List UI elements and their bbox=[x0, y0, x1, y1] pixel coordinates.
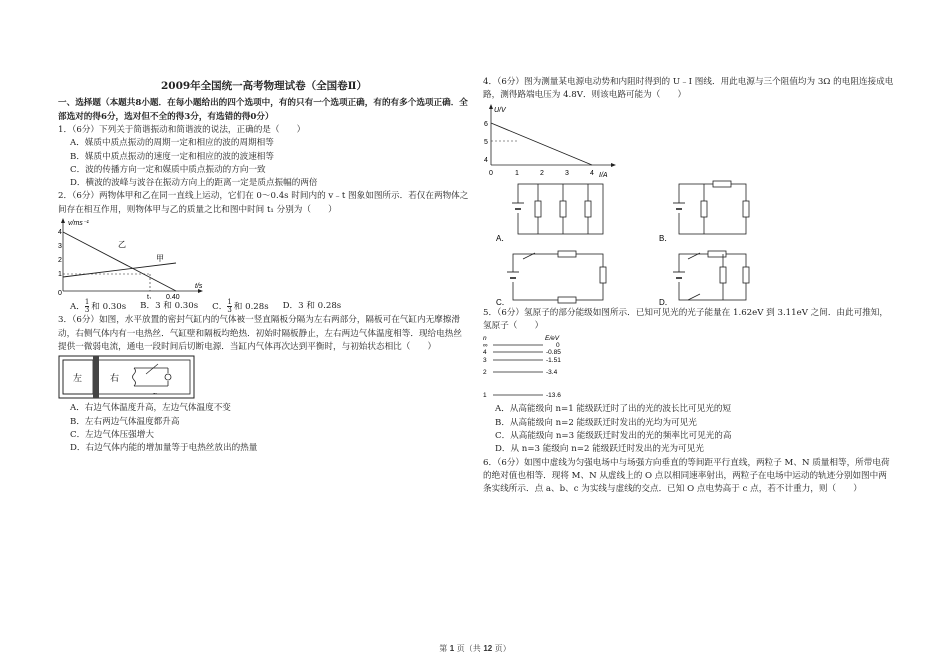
q4-ui-line bbox=[491, 123, 592, 165]
circuit-d bbox=[659, 251, 749, 307]
circuit-c bbox=[496, 251, 606, 307]
left-column bbox=[58, 78, 470, 456]
q5-option-b: B．从高能级向 n=2 能级跃迁时发出的光均为可见光 bbox=[495, 417, 697, 428]
circuit-d-label: D． bbox=[659, 297, 673, 307]
q5-n-inf: ∞ bbox=[483, 342, 488, 350]
q5-e-4: -0.85 bbox=[546, 349, 561, 357]
q5-e-2: -3.4 bbox=[546, 369, 558, 377]
q5-n-1: 1 bbox=[483, 392, 487, 400]
q2-xtick-end: 0.40 bbox=[166, 294, 180, 300]
section-heading: 一、选择题（本题共8小题．在每小题给出的四个选项中，有的只有一个选项正确，有的有多个选项正确．全部选对的得6分，选对但不全的得3分，有选错的得0分） bbox=[58, 98, 468, 122]
q5-header-n: n bbox=[483, 335, 487, 343]
q2-option-c: C． $\frac{1}{3}$ 和 0.28s bbox=[212, 298, 269, 315]
q5-option-c: C．从高能级向 n=3 能级跃迁时发出的光的频率比可见光的高 bbox=[495, 430, 732, 441]
q5-n-2: 2 bbox=[483, 369, 487, 377]
q5-n-3: 3 bbox=[483, 357, 487, 365]
q4-stem: 4．（6分）图为测量某电源电动势和内阻时得到的 U﹣I 图线．用此电源与三个阻值均为 3Ω 的电阻连接成电路，测得路端电压为 4.8V．则该电路可能为（ ） bbox=[483, 77, 894, 101]
q2-options bbox=[58, 299, 470, 314]
q1-option-c: C．波的传播方向一定和媒质中质点振动的方向一致 bbox=[70, 164, 266, 175]
q4-xlabel: I/A bbox=[599, 171, 608, 179]
q2-ytick-2: 2 bbox=[58, 257, 62, 265]
q3-stem: 3．（6分）如图，水平放置的密封气缸内的气体被一竖直隔板分隔为左右两部分，隔板可在气缸内无摩擦滑动，右侧气体内有一电热丝．气缸壁和隔板均绝热．初始时隔板静止，左右两边气体温度相等．现给电热丝提供一微弱电流，通电一段时间后切断电源．当缸内气体再次达到平衡时，与初始状态相比（ ） bbox=[58, 315, 462, 353]
q2-ytick-1: 1 bbox=[58, 271, 62, 279]
q2-ytick-4: 4 bbox=[58, 229, 62, 237]
q3-label-left: 左 bbox=[73, 373, 83, 384]
q1-stem: 1．（6分）下列关于简谐振动和简谐波的说法，正确的是（ ） bbox=[58, 124, 306, 135]
q5-e-inf: 0 bbox=[556, 342, 560, 350]
q5-header-e: E/eV bbox=[545, 335, 560, 343]
q4-ylabel: U/V bbox=[494, 106, 506, 114]
q2-line-jia bbox=[63, 263, 176, 277]
circuit-a bbox=[496, 184, 603, 243]
q3-option-a: A．右边气体温度升高，左边气体温度不变 bbox=[70, 403, 231, 414]
q3-partition bbox=[93, 356, 99, 398]
q5-stem: 5．（6分）氢原子的部分能级如图所示．已知可见光的光子能量在 1.62eV 到 3.11eV 之间．由此可推知，氢原子（ ） bbox=[483, 307, 888, 331]
q4-xtick-2: 2 bbox=[540, 169, 544, 177]
svg-text:~: ~ bbox=[153, 391, 158, 399]
paper-title: 2009年全国统一高考物理试卷（全国卷Ⅱ） bbox=[160, 80, 368, 92]
q3-option-b: B．左右两边气体温度都升高 bbox=[70, 416, 180, 427]
q2-stem: 2．（6分）两物体甲和乙在同一直线上运动，它们在 0～0.4s 时间内的 v﹣t 图象如图所示．若仅在两物体之间存在相互作用，则物体甲与乙的质量之比和图中时间 t₁ 分别为（ ） bbox=[58, 191, 469, 215]
circuit-b bbox=[659, 181, 749, 243]
q2-option-d: D．3 和 0.28s bbox=[282, 301, 342, 312]
q4-circuits bbox=[483, 179, 895, 307]
q5-option-d: D．从 n=3 能级向 n=2 能级跃迁时发出的光为可见光 bbox=[495, 444, 704, 455]
q4-ytick-5: 5 bbox=[484, 138, 488, 146]
q4-xtick-1: 1 bbox=[515, 169, 519, 177]
q4-xtick-4: 4 bbox=[590, 169, 594, 177]
q2-vt-graph bbox=[58, 217, 208, 299]
q2-label-yi: 乙 bbox=[118, 240, 126, 250]
right-column bbox=[483, 76, 895, 496]
q1-option-b: B．媒质中质点振动的速度一定和相应的波的波速相等 bbox=[70, 151, 274, 162]
q3-option-c: C．左边气体压强增大 bbox=[70, 429, 154, 440]
q1-option-d: D．横波的波峰与波谷在振动方向上的距离一定是质点振幅的两倍 bbox=[70, 178, 318, 189]
q2-ytick-0: 0 bbox=[58, 290, 62, 298]
q5-energy-levels bbox=[483, 333, 623, 403]
q1-option-a: A．媒质中质点振动的周期一定和相应的波的周期相等 bbox=[70, 138, 274, 149]
q3-cylinder-diagram bbox=[58, 354, 198, 402]
q2-xtick-t1: t₁ bbox=[147, 294, 152, 300]
q2-label-jia: 甲 bbox=[156, 254, 164, 264]
total-pages: 12 bbox=[483, 644, 493, 653]
circuit-c-label: C． bbox=[496, 297, 510, 307]
q5-n-4: 4 bbox=[483, 349, 487, 357]
circuit-b-label: B． bbox=[659, 233, 673, 243]
circuit-a-label: A． bbox=[496, 233, 510, 243]
q4-ytick-4: 4 bbox=[484, 156, 488, 164]
q2-xlabel: t/s bbox=[195, 283, 203, 291]
q3-label-right: 右 bbox=[110, 373, 120, 384]
q3-option-d: D．右边气体内能的增加量等于电热丝放出的热量 bbox=[70, 443, 258, 454]
q5-e-3: -1.51 bbox=[546, 357, 561, 365]
q5-option-a: A．从高能级向 n=1 能级跃迁时了出的光的波长比可见光的短 bbox=[495, 404, 732, 415]
q2-option-a: A． $\frac{1}{3}$ 和 0.30s bbox=[70, 298, 127, 315]
q4-xtick-3: 3 bbox=[565, 169, 569, 177]
q4-ui-graph bbox=[483, 103, 623, 179]
q5-e-1: -13.6 bbox=[546, 392, 561, 400]
q4-xtick-0: 0 bbox=[489, 169, 493, 177]
q2-option-b: B．3 和 0.30s bbox=[140, 301, 199, 312]
q2-ylabel: v/ms⁻¹ bbox=[68, 220, 89, 228]
page-footer: 第 1 页（共 12 页） bbox=[439, 644, 511, 653]
q6-stem: 6．（6分）如图中虚线为匀强电场中与场强方向垂直的等间距平行直线，两粒子 M、N 质量相等，所带电荷的绝对值也相等．现将 M、N 从虚线上的 O 点以相同速率射出，两粒子在电场中运动的轨迹分别如图中两条实线所示．点 a、b、c 为实线与虚线的交点．已知 O 点电势高于 c 点，若不计重力，则（ ） bbox=[483, 457, 890, 495]
q4-ytick-6: 6 bbox=[484, 120, 488, 128]
q2-ytick-3: 3 bbox=[58, 243, 62, 251]
page-number: 1 bbox=[449, 644, 455, 653]
